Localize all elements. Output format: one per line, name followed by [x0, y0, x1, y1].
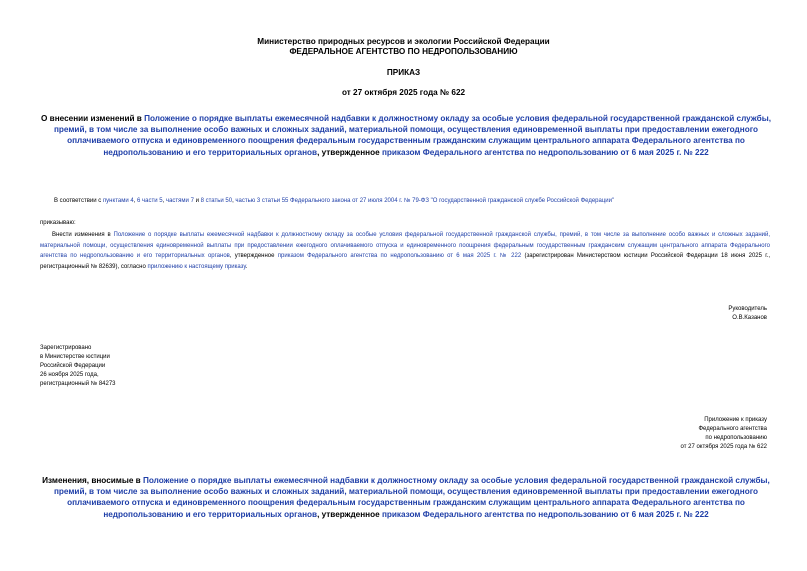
order-body-paragraph — [40, 230, 770, 272]
annex-line-2: Федерального агентства — [698, 426, 767, 432]
basis-sep-4: , — [232, 198, 236, 204]
annex-title-middle: , утвержденное — [317, 509, 382, 519]
body-registration: (зарегистрирован Министерством юстиции Российской Федерации 18 июня 2025 г., регистрационный № 82639), согласно — [40, 253, 771, 270]
order-222-link[interactable]: приказом Федерального агентства по недропользованию от 6 мая 2025 г. № 222 — [381, 147, 709, 157]
law-link-2[interactable]: 6 части 5 — [137, 198, 163, 204]
body-order-222-link[interactable]: приказом Федерального агентства по недропользованию от 6 мая 2025 г. № 222 — [277, 253, 522, 259]
annex-line-3: по недропользованию — [705, 435, 767, 441]
title-middle: , утвержденное — [317, 147, 382, 157]
registration-line-5: регистрационный № 84273 — [40, 381, 116, 387]
document-header — [0, 37, 807, 57]
annex-regulation-link[interactable]: Положение о порядке выплаты ежемесячной надбавки к должностному окладу за особые условия федеральной государственной гражданской службы, премий, в том числе за выполнение особо важных и сложных заданий, материальной помощи, осуществления единовременной выплаты при предоставлении ежегодного оплачиваемого отпуска и единовременного поощрения федеральным государственным гражданским служащим центрального аппарата Федерального агентства по недропользованию и его территориальных органов — [53, 476, 770, 519]
signature-name: О.В.Казанов — [732, 315, 767, 321]
body-regulation-link[interactable]: Положение о порядке выплаты ежемесячной надбавки к должностному окладу за особые условия федеральной государственной гражданской службы, премий, в том числе за выполнение особо важных и сложных заданий, материальной помощи, осуществления единовременной выплаты при предоставлении ежегодного оплачиваемого отпуска и единовременного поощрения федеральным государственным гражданским служащим центрального аппарата Федерального агентства по недропользованию и его территориальных органов — [40, 232, 770, 259]
agency-name: ФЕДЕРАЛЬНОЕ АГЕНТСТВО ПО НЕДРОПОЛЬЗОВАНИЮ — [289, 47, 518, 56]
basis-sep-1: , — [133, 198, 138, 204]
ministry-name: Министерство природных ресурсов и экологии Российской Федерации — [257, 37, 550, 46]
body-prefix: Внести изменения в — [52, 232, 114, 238]
law-link-5[interactable]: частью 3 статьи 55 Федерального закона от 27 июля 2004 г. № 79-ФЗ "О государственной гражданской службе Российской Федерации" — [235, 198, 615, 204]
order-date-number: от 27 октября 2025 года № 622 — [341, 88, 466, 97]
registration-line-3: Российской Федерации — [40, 363, 106, 369]
basis-prefix: В соответствии с — [54, 198, 103, 204]
registration-block — [40, 344, 116, 389]
annex-order-222-link[interactable]: приказом Федерального агентства по недропользованию от 6 мая 2025 г. № 222 — [381, 509, 709, 519]
regulation-link[interactable]: Положение о порядке выплаты ежемесячной надбавки к должностному окладу за особые условия федеральной государственной гражданской службы, премий, в том числе за выполнение особо важных и сложных заданий, материальной помощи, осуществления единовременной выплаты при предоставлении ежегодного оплачиваемого отпуска и единовременного поощрения федеральным государственным гражданским служащим центрального аппарата Федерального агентства по недропользованию и его территориальных органов — [53, 114, 771, 157]
annex-line-4: от 27 октября 2025 года № 622 — [680, 444, 767, 450]
law-link-3[interactable]: частями 7 — [165, 198, 194, 204]
law-link-4[interactable]: 8 статьи 50 — [200, 198, 233, 204]
basis-sep-3: и — [193, 198, 201, 204]
signature-block — [728, 305, 767, 323]
annex-header-block — [680, 416, 767, 452]
annex-title — [36, 475, 776, 520]
annex-link[interactable]: приложению к настоящему приказу — [147, 263, 246, 270]
signature-position: Руководитель — [728, 306, 767, 312]
registration-line-2: в Министерстве юстиции — [40, 354, 110, 360]
annex-title-prefix: Изменения, вносимые в — [42, 476, 143, 485]
law-link-1[interactable]: пунктами 4 — [102, 198, 134, 204]
body-middle: , утвержденное — [229, 253, 278, 259]
registration-line-1: Зарегистрировано — [40, 345, 92, 351]
basis-sep-2: , — [162, 198, 166, 204]
annex-line-1: Приложение к приказу — [704, 417, 767, 423]
order-word: приказываю: — [40, 220, 76, 226]
registration-line-4: 26 ноября 2025 года, — [40, 372, 99, 378]
title-prefix: О внесении изменений в — [41, 114, 145, 123]
order-title — [36, 113, 776, 158]
body-end: . — [245, 263, 248, 270]
legal-basis-paragraph — [54, 197, 774, 206]
order-type: ПРИКАЗ — [386, 68, 421, 77]
